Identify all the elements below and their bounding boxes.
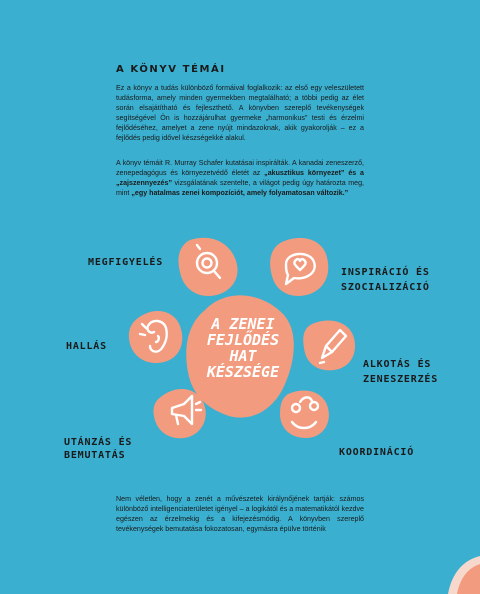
imitation-blob — [153, 389, 205, 438]
inspiration-paragraph — [116, 158, 364, 198]
paragraph-text: vizsgálatának szentelte, a világot pedig úgy határozta meg, mint — [116, 179, 364, 197]
paragraph-bold: „egy hatalmas zenei kompozíciót, amely folyamatosan változik.” — [131, 189, 349, 197]
paragraph-bold: „akusztikus környezet” és a „zajszennyezés” — [116, 169, 364, 187]
center-line-1: A ZENEI — [211, 315, 275, 333]
label-observation: MEGFIGYELÉS — [88, 257, 164, 268]
closing-paragraph: Nem véletlen, hogy a zenét a művészetek királynőjének tartják: számos különböző intelligenciaterületet igényel – a logikától és a matematikától kezdve egészen az érzelmekig és a kifejezésmódig. A könyvben szereplő tevékenységek bemutatása fokozatosan, egymásra épülve történik — [116, 495, 364, 533]
center-line-4: KÉSZSÉGE — [206, 363, 280, 381]
inspiration-blob — [270, 238, 328, 296]
label-hearing: HALLÁS — [66, 341, 107, 352]
hearing-blob — [129, 311, 182, 363]
label-inspiration-2: SZOCIALIZÁCIÓ — [341, 282, 430, 293]
label-imitation-1: UTÁNZÁS ÉS — [64, 437, 133, 448]
section-heading: A KÖNYV TÉMÁI — [116, 64, 226, 75]
creation-blob — [303, 320, 355, 370]
center-line-3: HAT — [229, 347, 257, 365]
label-coordination: KOORDINÁCIÓ — [339, 447, 415, 458]
label-inspiration-1: INSPIRÁCIÓ ÉS — [341, 267, 430, 278]
corner-decoration — [440, 554, 480, 594]
label-creation-1: ALKOTÁS ÉS — [363, 359, 432, 370]
label-imitation-2: BEMUTATÁS — [64, 450, 126, 461]
center-line-2: FEJLŐDÉS — [206, 331, 280, 349]
label-creation-2: ZENESZERZÉS — [363, 374, 439, 385]
intro-paragraph: Ez a könyv a tudás különböző formáival foglalkozik: az első egy veleszületett tudásforma, amely minden gyermekben megtalálható; a többi pedig az élet során elsajátítható és fejleszthető. A könyvben szereplő tevékenységek segítségével Ön is hozzájárulhat gyermeke „harmonikus” testi és érzelmi fejlődéséhez, amelyet a zene nyújt mindazoknak, akik gyakorolják – ez a fejlődés pedig idővel készségekké alakul. — [116, 84, 364, 142]
skills-diagram — [0, 218, 480, 488]
paragraph-text: A könyv témáit R. Murray Schafer kutatásai inspirálták. A kanadai zeneszerző, zenepedagógus és környezetvédő életét az — [116, 159, 364, 177]
